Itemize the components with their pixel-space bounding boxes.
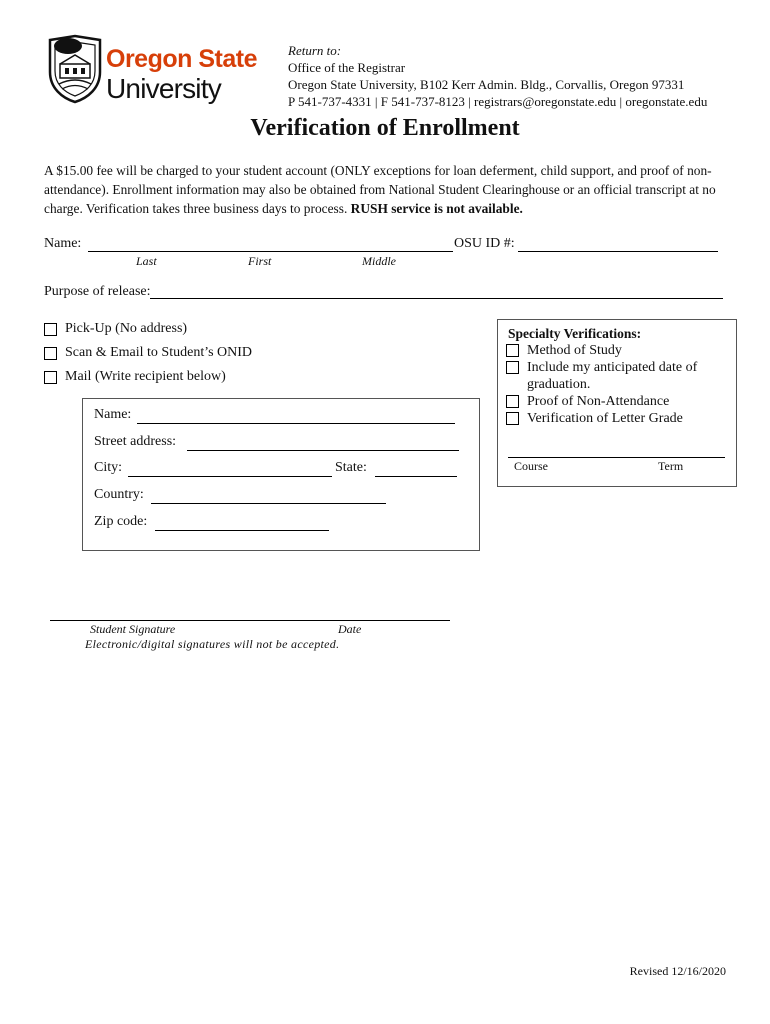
mail-zip-input-line[interactable]	[155, 530, 329, 531]
return-address-line: Oregon State University, B102 Kerr Admin. Bldg., Corvallis, Oregon 97331	[288, 77, 685, 92]
specialty-letter-grade[interactable]	[506, 410, 728, 427]
osu-id-label: OSU ID #:	[454, 236, 515, 251]
option-pickup[interactable]	[44, 317, 252, 341]
intro-text: A $15.00 fee will be charged to your student account (ONLY exceptions for loan deferment, child support, and proof of non-attendance). Enrollment information may also be obtained from National Student Clearinghouse or an official transcript at no charge. Verification takes three business days to process.	[44, 163, 716, 216]
name-label: Name:	[44, 236, 82, 251]
mail-state-label: State:	[335, 460, 367, 475]
pickup-label: Pick-Up (No address)	[65, 321, 188, 336]
option-mail[interactable]	[44, 365, 252, 389]
return-contact: P 541-737-4331 | F 541-737-8123 | registrars@oregonstate.edu | oregonstate.edu	[288, 94, 708, 109]
course-label: Course	[514, 459, 548, 473]
mail-country-label: Country:	[94, 487, 144, 502]
mail-street-input-line[interactable]	[187, 450, 459, 451]
signature-note: Electronic/digital signatures will not be accepted.	[85, 637, 340, 651]
mail-city-input-line[interactable]	[128, 476, 332, 477]
name-sub-first: First	[248, 254, 272, 268]
return-address	[288, 42, 707, 110]
date-label: Date	[338, 622, 362, 636]
mail-city-label: City:	[94, 460, 123, 475]
graduation-date-checkbox[interactable]	[506, 361, 519, 374]
term-label: Term	[658, 459, 684, 473]
specialty-title: Specialty Verifications:	[508, 326, 642, 341]
specialty-non-attendance[interactable]	[506, 393, 728, 410]
scan-email-checkbox[interactable]	[44, 347, 57, 360]
purpose-label: Purpose of release:	[44, 284, 151, 299]
logo-wordmark-oregon-state: Oregon State	[106, 45, 257, 73]
mail-zip-row	[94, 514, 147, 530]
letter-grade-checkbox[interactable]	[506, 412, 519, 425]
beaver-shield-icon	[46, 34, 104, 104]
mail-street-row	[94, 434, 176, 450]
osu-id-input-line[interactable]	[518, 251, 718, 252]
mail-state-input-line[interactable]	[375, 476, 457, 477]
scan-email-label: Scan & Email to Student’s ONID	[65, 345, 253, 360]
delivery-options	[44, 317, 252, 389]
purpose-input-line[interactable]	[150, 298, 723, 299]
mail-checkbox[interactable]	[44, 371, 57, 384]
return-to-label: Return to:	[288, 43, 342, 58]
letter-grade-label: Verification of Letter Grade	[527, 411, 683, 426]
graduation-date-label: Include my anticipated date of graduation.	[527, 360, 698, 392]
non-attendance-label: Proof of Non-Attendance	[527, 394, 670, 409]
name-sub-middle: Middle	[362, 254, 396, 268]
method-of-study-label: Method of Study	[527, 343, 622, 358]
mail-street-label: Street address:	[94, 434, 177, 449]
intro-rush-notice: RUSH service is not available.	[350, 201, 523, 216]
return-office: Office of the Registrar	[288, 60, 406, 75]
mail-country-row	[94, 487, 144, 503]
name-sub-last: Last	[136, 254, 157, 268]
method-of-study-checkbox[interactable]	[506, 344, 519, 357]
logo-wordmark-university: University	[106, 73, 221, 104]
specialty-method-of-study[interactable]	[506, 342, 728, 359]
course-term-input-line[interactable]	[508, 457, 725, 458]
mail-city-row	[94, 460, 122, 476]
mail-state-row	[335, 460, 367, 476]
signature-label: Student Signature	[90, 622, 176, 636]
intro-paragraph	[44, 161, 734, 218]
name-input-line[interactable]	[88, 251, 453, 252]
non-attendance-checkbox[interactable]	[506, 395, 519, 408]
mail-zip-label: Zip code:	[94, 514, 148, 529]
specialty-graduation-date[interactable]	[506, 359, 728, 393]
osu-logo	[46, 34, 278, 108]
mail-country-input-line[interactable]	[151, 503, 386, 504]
page-title: Verification of Enrollment	[250, 115, 520, 141]
pickup-checkbox[interactable]	[44, 323, 57, 336]
option-scan-email[interactable]	[44, 341, 252, 365]
revised-date: Revised 12/16/2020	[629, 964, 726, 978]
specialty-verifications-box	[497, 319, 737, 487]
mail-name-input-line[interactable]	[137, 423, 455, 424]
signature-line[interactable]	[50, 620, 450, 621]
mail-address-box	[82, 398, 480, 551]
mail-label: Mail (Write recipient below)	[65, 369, 226, 384]
mail-name-label: Name:	[94, 407, 132, 422]
mail-name-row	[94, 407, 131, 423]
